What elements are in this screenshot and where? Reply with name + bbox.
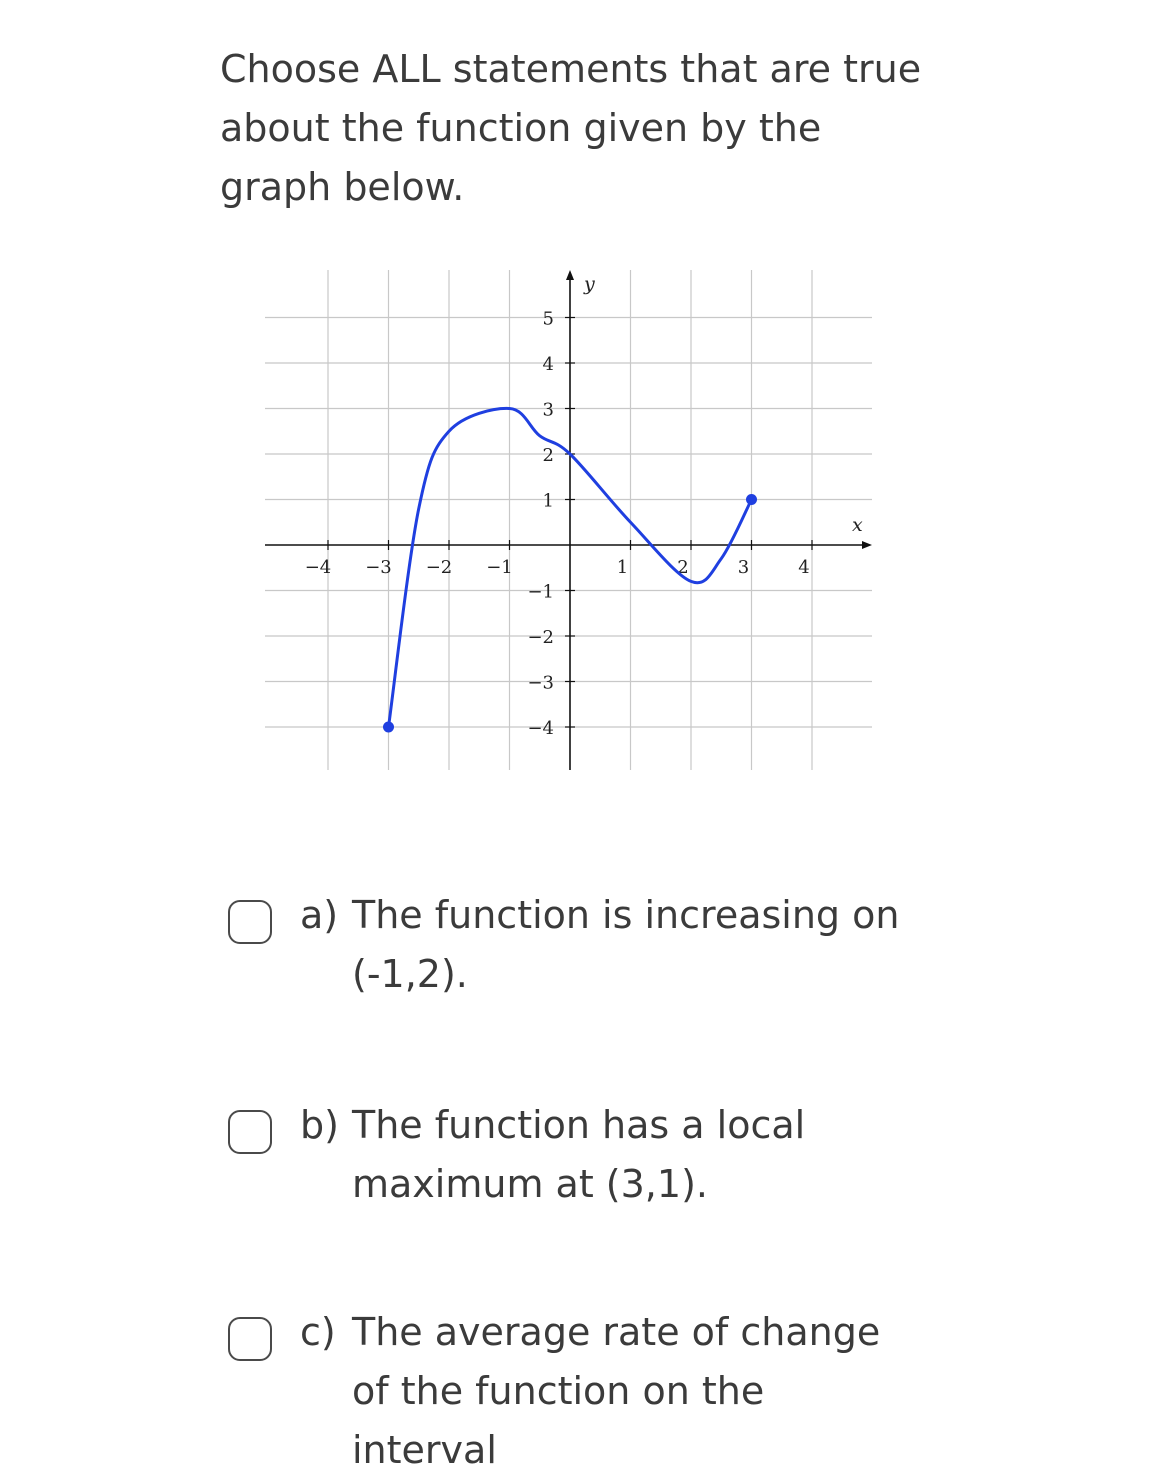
x-tick-label: −1: [486, 557, 513, 578]
endpoint-dot: [383, 722, 394, 733]
y-tick-label: 3: [542, 399, 554, 421]
function-graph: [260, 262, 880, 782]
y-axis-label: y: [584, 273, 595, 295]
x-axis-label: x: [852, 514, 863, 536]
option-b-letter: b): [300, 1103, 339, 1147]
option-a-letter: a): [300, 893, 339, 937]
endpoint-dot: [746, 494, 757, 505]
y-tick-label: −2: [527, 627, 554, 648]
y-tick-label: 2: [542, 445, 554, 466]
axes: [265, 270, 872, 770]
x-axis-arrow: [862, 541, 872, 549]
y-tick-label: 1: [542, 490, 554, 512]
x-tick-label: 1: [616, 557, 629, 578]
y-axis-arrow: [566, 270, 574, 280]
x-tick-label: 2: [677, 557, 689, 578]
x-tick-label: 3: [737, 557, 750, 578]
y-tick-label: 5: [542, 308, 554, 330]
grid: [265, 270, 872, 770]
option-c-letter: c): [300, 1310, 336, 1354]
option-a-text: The function is increasing on (-1,2).: [352, 893, 900, 996]
x-tick-label: −4: [304, 557, 332, 578]
checkbox-a[interactable]: [228, 900, 272, 944]
graph-svg: [260, 262, 880, 782]
x-tick-label: −3: [365, 557, 392, 578]
checkbox-b[interactable]: [228, 1110, 272, 1154]
y-tick-label: −4: [527, 718, 554, 739]
y-tick-label: −3: [527, 672, 554, 694]
question-text: Choose ALL statements that are true about the function given by the graph below.: [220, 47, 922, 209]
option-b-text: The function has a local maximum at (3,1).: [352, 1103, 806, 1206]
y-tick-label: 4: [542, 354, 554, 375]
x-tick-label: 4: [798, 557, 810, 578]
y-tick-label: −1: [527, 581, 554, 603]
checkbox-c[interactable]: [228, 1317, 272, 1361]
x-tick-label: −2: [425, 557, 453, 578]
option-c-text: The average rate of change of the function on the interval: [352, 1310, 881, 1472]
